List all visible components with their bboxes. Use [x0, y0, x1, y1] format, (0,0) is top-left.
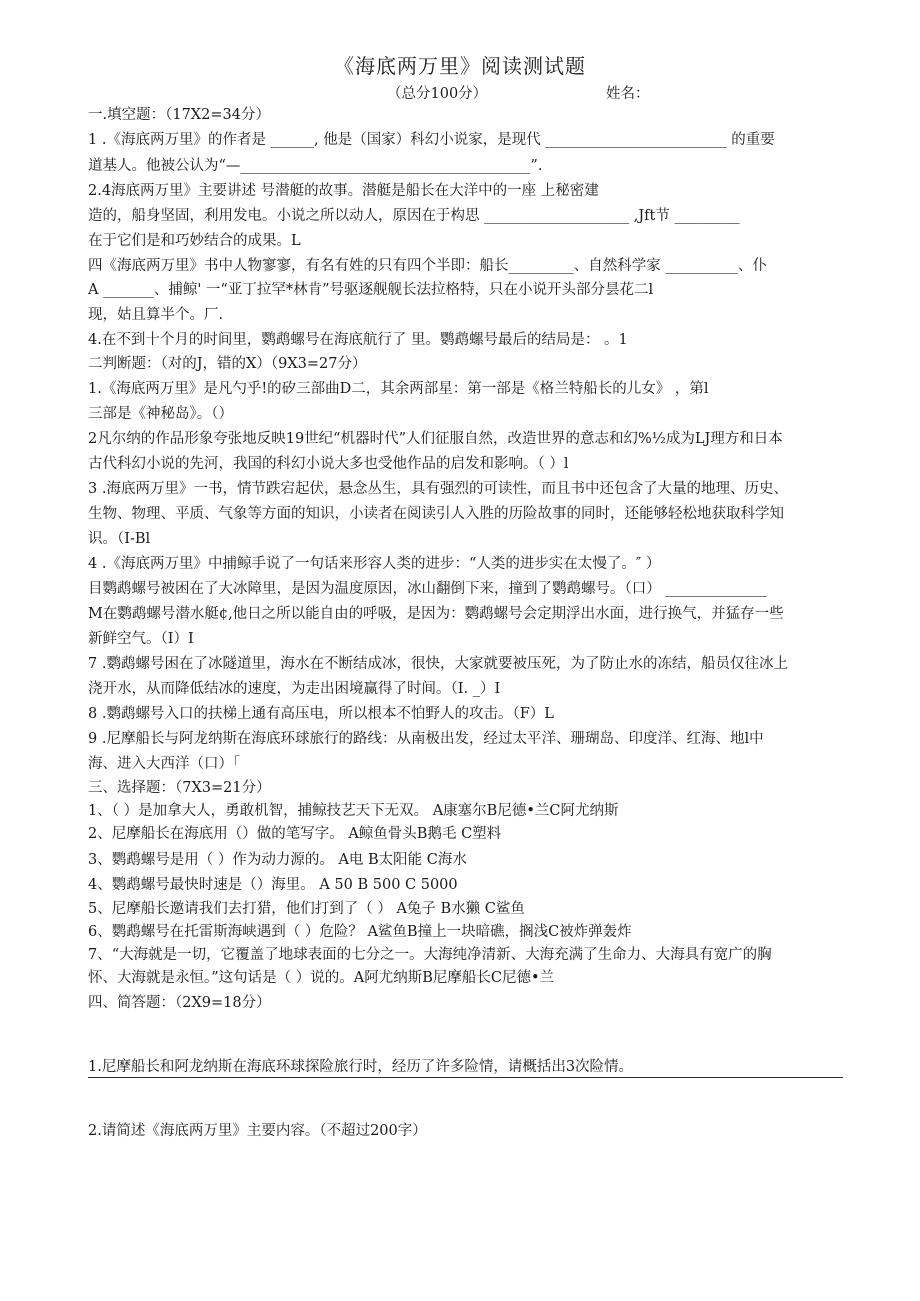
question-line: 怀、大海就是永恒。”这句话是（ ）说的。A阿尤纳斯B尼摩船长C尼德•兰: [88, 970, 555, 986]
question-line: 海、进入大西洋（口）「: [88, 756, 241, 772]
section-heading-fill: 一.填空题：（17X2=34分）: [88, 107, 270, 123]
question-line: 4 .《海底两万里》中捕鲸手说了一句话来形容人类的进步：“人类的进步实在太慢了。″ ）: [88, 556, 661, 572]
question-line: 7 .鹦鹉螺号困在了冰隧道里，海水在不断结成冰，很快，大家就要被压死，为了防止水的冻结，船员仅往冰上: [88, 656, 788, 672]
total-score: （总分100分）: [387, 86, 488, 102]
question-line: A _______、捕鲸' 一“亚丁拉罕*林肯”号驱逐舰舰长法拉格特，只在小说开头部分昙花二l: [88, 282, 654, 298]
question-line: 四《海底两万里》书中人物寥寥，有名有姓的只有四个半即：船长_________、自然科学家 __________、仆: [88, 258, 767, 274]
name-label: 姓名：: [606, 86, 650, 102]
question-line: 2、尼摩船长在海底用（）做的笔写字。 A鲸鱼骨头B鹅毛 C塑料: [88, 826, 502, 842]
divider: [88, 1077, 843, 1078]
question-line: 生物、物理、平质、气象等方面的知识，小读者在阅读引人入胜的历险故事的同时，还能够轻松地获取科学知: [88, 506, 784, 522]
question-line: 5、尼摩船长邀请我们去打猎，他们打到了（ ） A兔子 B水獭 C鲨鱼: [88, 901, 525, 917]
question-line: 1 .《海底两万里》的作者是 ______, 他是（国家）科幻小说家，是现代 _________________________ 的重要: [88, 132, 775, 148]
question-line: 4.在不到十个月的时间里，鹦鹉螺号在海底航行了 里。鹦鹉螺号最后的结局是： 。1: [88, 332, 628, 348]
question-line: 2凡尔纳的作品形象夸张地反映19世纪“机器时代”人们征服自然，改造世界的意志和幻%½成为LJ理方和日本: [88, 431, 783, 447]
question-line: 古代科幻小说的先河，我国的科幻小说大多也受他作品的启发和影响。（ ）l: [88, 456, 569, 472]
question-line: 2.4海底两万里》主要讲述 号潜艇的故事。潜艇是船长在大洋中的一座 上秘密建: [88, 183, 599, 199]
question-line: 1、（ ）是加拿大人，勇敢机智，捕鲸技艺天下无双。 A康塞尔B尼德•兰C阿尤纳斯: [88, 803, 619, 819]
question-line: 目鹦鹉螺号被困在了大冰障里，是因为温度原因，冰山翻倒下来，撞到了鹦鹉螺号。（口） ______________: [88, 581, 767, 597]
question-line: 在于它们是和巧妙结合的成果。L: [88, 233, 301, 249]
question-line: 现，姑且算半个。厂.: [88, 307, 224, 323]
section-heading-choice: 三、选择题：（7X3=21分）: [88, 780, 271, 796]
question-line: 9 .尼摩船长与阿龙纳斯在海底环球旅行的路线：从南极出发，经过太平洋、珊瑚岛、印度洋、红海、地l中: [88, 731, 764, 747]
section-heading-short: 四、简答题：（2X9=18分）: [88, 995, 271, 1011]
question-line: 3、鹦鹉螺号是用（ ）作为动力源的。 A电 B太阳能 C海水: [88, 852, 467, 868]
question-line: 1.尼摩船长和阿龙纳斯在海底环球探险旅行时，经历了许多险情，请概括出3次险情。: [88, 1059, 634, 1075]
question-line: 新鲜空气。（I）I: [88, 631, 194, 647]
question-line: 2.请简述《海底两万里》主要内容。（不超过200字）: [88, 1123, 427, 1139]
question-line: M在鹦鹉螺号潜水艇¢,他日之所以能自由的呼吸，是因为：鹦鹉螺号会定期浮出水面，进行换气，并猛存一些: [88, 606, 784, 622]
question-line: 8 .鹦鹉螺号入口的扶梯上通有高压电，所以根本不怕野人的攻击。（F）L: [88, 706, 554, 722]
question-line: 道基人。他被公认为“—________________________________________”.: [88, 158, 543, 174]
question-line: 4、鹦鹉螺号最快时速是（）海里。 A 50 B 500 C 5000: [88, 877, 458, 893]
section-heading-judge: 二判断题：（对的J，错的X）（9X3=27分）: [88, 356, 367, 372]
question-line: 6、鹦鹉螺号在托雷斯海峡遇到（ ）危险？ A鲨鱼B撞上一块暗礁，搁浅C被炸弹轰炸: [88, 924, 632, 940]
question-line: 1.《海底两万里》是凡勺乎!的矽三部曲D二，其余两部星：第一部是《格兰特船长的儿女》 ，第l: [88, 381, 709, 397]
question-line: 造的，船身坚固，利用发电。小说之所以动人，原因在于构思 ____________________ ,Jft节 _________: [88, 208, 740, 224]
question-line: 识。（I-Bl: [88, 531, 151, 547]
question-line: 7、“大海就是一切，它覆盖了地球表面的七分之一。大海纯净清新、大海充满了生命力、大海具有宽广的胸: [88, 947, 772, 963]
question-line: 三部是《神秘岛》。（）: [88, 406, 233, 422]
question-line: 3 .海底两万里》一书，情节跌宕起伏，悬念丛生，具有强烈的可读性，而且书中还包含了大量的地理、历史、: [88, 481, 788, 497]
exam-title: 《海底两万里》阅读测试题: [334, 54, 586, 78]
question-line: 浇开水，从而降低结冰的速度，为走出困境赢得了时间。（I. _）I: [88, 681, 501, 697]
